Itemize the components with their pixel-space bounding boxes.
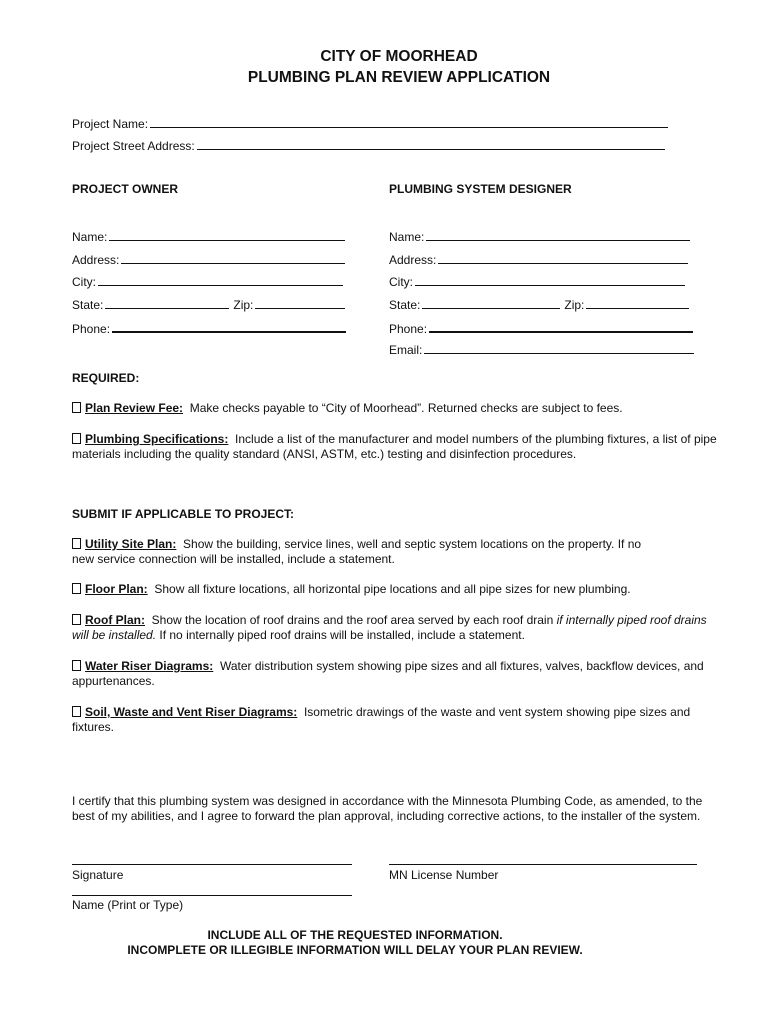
applicable-item-soil-waste [72, 705, 722, 735]
applicable-item-water-riser [72, 659, 722, 689]
checkbox[interactable] [72, 706, 81, 717]
checkbox[interactable] [72, 660, 81, 671]
item-text: Water distribution system showing pipe sizes and all fixtures, valves, backflow devices, and appurtenances. [72, 659, 704, 688]
designer-heading: PLUMBING SYSTEM DESIGNER [389, 182, 572, 196]
item-text: Make checks payable to “City of Moorhead”. Returned checks are subject to fees. [189, 401, 623, 415]
checkbox[interactable] [72, 538, 81, 549]
item-title: Floor Plan: [85, 582, 148, 596]
designer-state-line[interactable] [422, 296, 560, 309]
owner-address-line[interactable] [121, 251, 345, 264]
signature-label: Signature [72, 868, 124, 882]
applicable-item-roof [72, 613, 722, 643]
required-item-fee [72, 401, 722, 416]
owner-name-line[interactable] [109, 228, 345, 241]
project-name-label: Project Name: [72, 117, 149, 131]
item-text: Show all fixture locations, all horizontal pipe locations and all pipe sizes for new plumbing. [154, 582, 631, 596]
designer-zip-label: Zip: [564, 298, 585, 312]
item-text-italic: if internally piped roof drains will be installed. [72, 613, 707, 642]
applicable-item-floor [72, 582, 722, 597]
checkbox[interactable] [72, 614, 81, 625]
license-label: MN License Number [389, 868, 499, 882]
signature-line[interactable] [72, 864, 352, 865]
owner-state-field[interactable] [72, 296, 345, 312]
designer-address-label: Address: [389, 253, 437, 267]
owner-state-line[interactable] [105, 296, 229, 309]
designer-city-label: City: [389, 275, 413, 289]
item-text: Include a list of the manufacturer and model numbers of the plumbing fixtures, a list of pipe materials including the quality standard (ANSI, ASTM, etc.) testing and disinfection procedures. [72, 432, 717, 461]
owner-phone-label: Phone: [72, 322, 111, 336]
designer-phone-label: Phone: [389, 322, 428, 336]
item-text-continued: If no internally piped roof drains will be installed, include a statement. [156, 628, 525, 642]
item-title: Roof Plan: [85, 613, 145, 627]
print-name-line[interactable] [72, 895, 352, 896]
item-text: Show the location of roof drains and the roof area served by each roof drain [151, 613, 554, 627]
designer-name-line[interactable] [426, 228, 690, 241]
checkbox[interactable] [72, 433, 81, 444]
designer-address-field[interactable] [389, 251, 688, 267]
checkbox[interactable] [72, 583, 81, 594]
owner-phone-field[interactable] [72, 319, 346, 336]
owner-heading: PROJECT OWNER [72, 182, 179, 196]
designer-zip-line[interactable] [586, 296, 689, 309]
owner-name-field[interactable] [72, 228, 345, 244]
owner-city-field[interactable] [72, 273, 343, 289]
project-address-label: Project Street Address: [72, 139, 195, 153]
owner-city-line[interactable] [98, 273, 343, 286]
required-heading: REQUIRED: [72, 371, 140, 385]
applicable-heading: SUBMIT IF APPLICABLE TO PROJECT: [72, 507, 295, 521]
item-text: Isometric drawings of the waste and vent system showing pipe sizes and fixtures. [72, 705, 691, 734]
checkbox[interactable] [72, 402, 81, 413]
designer-address-line[interactable] [438, 251, 688, 264]
title-city: CITY OF MOORHEAD [320, 48, 478, 65]
project-name-line[interactable] [150, 115, 668, 128]
license-line[interactable] [389, 864, 697, 865]
designer-email-field[interactable] [389, 341, 694, 357]
owner-zip-line[interactable] [255, 296, 345, 309]
owner-city-label: City: [72, 275, 96, 289]
footer-notice-2: INCOMPLETE OR ILLEGIBLE INFORMATION WILL DELAY YOUR PLAN REVIEW. [127, 943, 583, 957]
designer-email-line[interactable] [424, 341, 694, 354]
item-text: Show the building, service lines, well and septic system locations on the property. If no new service connection will be installed, include a statement. [72, 537, 642, 566]
project-address-field[interactable] [72, 137, 665, 153]
item-title: Utility Site Plan: [85, 537, 177, 551]
designer-state-field[interactable] [389, 296, 689, 312]
item-title: Plumbing Specifications: [85, 432, 229, 446]
applicable-item-utility [72, 537, 662, 567]
owner-state-label: State: [72, 298, 104, 312]
certification-statement: I certify that this plumbing system was designed in accordance with the Minnesota Plumbing Code, as amended, to the best of my abilities, and I agree to forward the plan approval, including corrective actions, to the installer of the system. [72, 794, 703, 823]
designer-city-field[interactable] [389, 273, 685, 289]
project-name-field[interactable] [72, 115, 668, 131]
required-item-specs [72, 432, 722, 462]
designer-city-line[interactable] [415, 273, 685, 286]
title-application: PLUMBING PLAN REVIEW APPLICATION [247, 69, 551, 86]
designer-state-label: State: [389, 298, 421, 312]
owner-zip-label: Zip: [233, 298, 254, 312]
owner-address-field[interactable] [72, 251, 345, 267]
item-title: Soil, Waste and Vent Riser Diagrams: [85, 705, 298, 719]
owner-name-label: Name: [72, 230, 108, 244]
owner-address-label: Address: [72, 253, 120, 267]
footer-notice-1: INCLUDE ALL OF THE REQUESTED INFORMATION. [207, 928, 503, 942]
print-name-label: Name (Print or Type) [72, 898, 184, 912]
item-title: Water Riser Diagrams: [85, 659, 214, 673]
item-title: Plan Review Fee: [85, 401, 184, 415]
designer-name-label: Name: [389, 230, 425, 244]
project-address-line[interactable] [197, 137, 665, 150]
owner-phone-line[interactable] [112, 319, 346, 333]
designer-email-label: Email: [389, 343, 423, 357]
designer-name-field[interactable] [389, 228, 690, 244]
designer-phone-field[interactable] [389, 319, 693, 336]
designer-phone-line[interactable] [429, 319, 693, 333]
